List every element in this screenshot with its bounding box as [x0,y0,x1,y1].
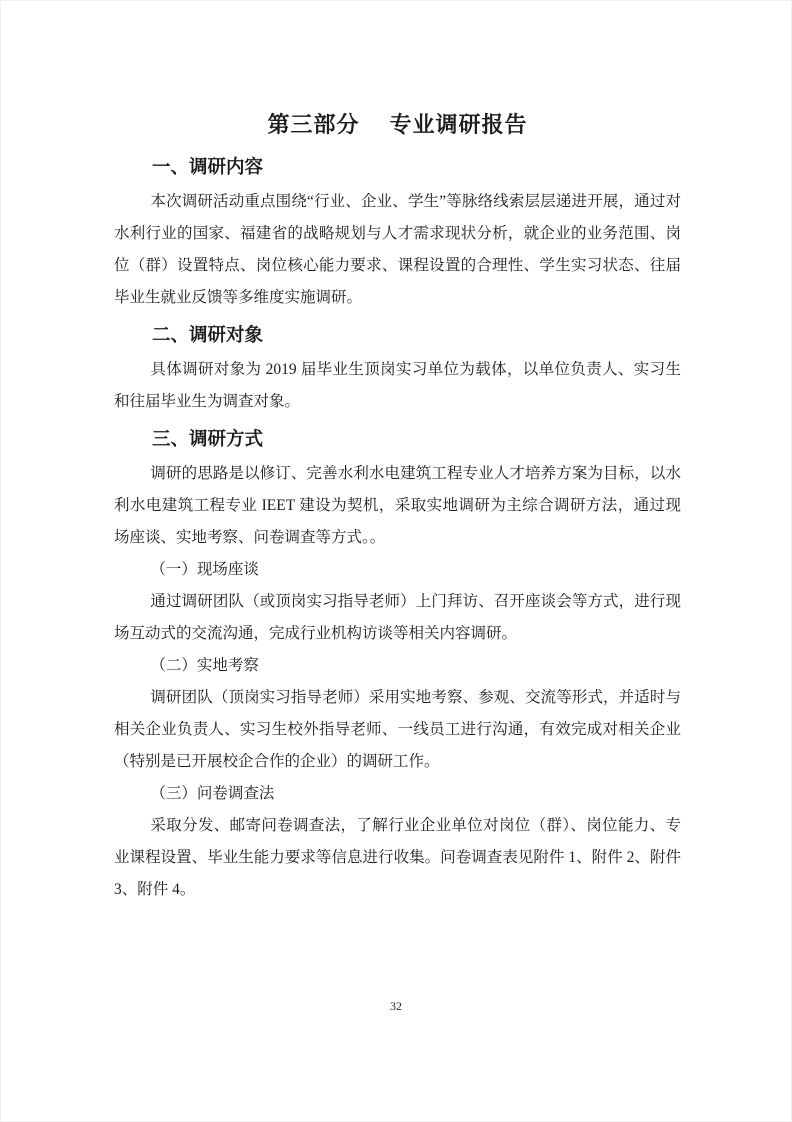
paragraph: 调研团队（顶岗实习指导老师）采用实地考察、参观、交流等形式，并适时与相关企业负责人、实习生校外指导老师、一线员工进行沟通，有效完成对相关企业（特别是已开展校企合作的企业）的调研工作。 [114,689,681,770]
document-content [114,107,681,906]
section-heading-2: 二、调研对象 [152,324,264,345]
subsection-heading-1: （一）现场座谈 [150,561,259,578]
paragraph: 通过调研团队（或顶岗实习指导老师）上门拜访、召开座谈会等方式，进行现场互动式的交流沟通，完成行业机构访谈等相关内容调研。 [114,593,681,642]
paragraph: 采取分发、邮寄问卷调查法，了解行业企业单位对岗位（群）、岗位能力、专业课程设置、毕业生能力要求等信息进行收集。问卷调查表见附件 1、附件 2、附件 3、附件 4。 [114,817,681,898]
subsection-heading-2: （二）实地考察 [150,657,259,674]
paragraph: 调研的思路是以修订、完善水利水电建筑工程专业人才培养方案为目标，以水利水电建筑工程专业 IEET 建设为契机，采取实地调研为主综合调研方法，通过现场座谈、实地考察、问卷调查等方式。。 [114,465,681,546]
section-heading-1: 一、调研内容 [152,156,264,177]
page-number: 32 [390,999,402,1013]
section-heading-3: 三、调研方式 [152,428,264,449]
subsection-heading-3: （三）问卷调查法 [150,785,275,802]
paragraph: 本次调研活动重点围绕“行业、企业、学生”等脉络线索层层递进开展，通过对水利行业的国家、福建省的战略规划与人才需求现状分析，就企业的业务范围、岗位（群）设置特点、岗位核心能力要求、课程设置的合理性、学生实习状态、往届毕业生就业反馈等多维度实施调研。 [114,193,681,306]
document-title: 第三部分 专业调研报告 [267,112,528,137]
paragraph: 具体调研对象为 2019 届毕业生顶岗实习单位为载体，以单位负责人、实习生和往届毕业生为调查对象。 [114,361,681,410]
